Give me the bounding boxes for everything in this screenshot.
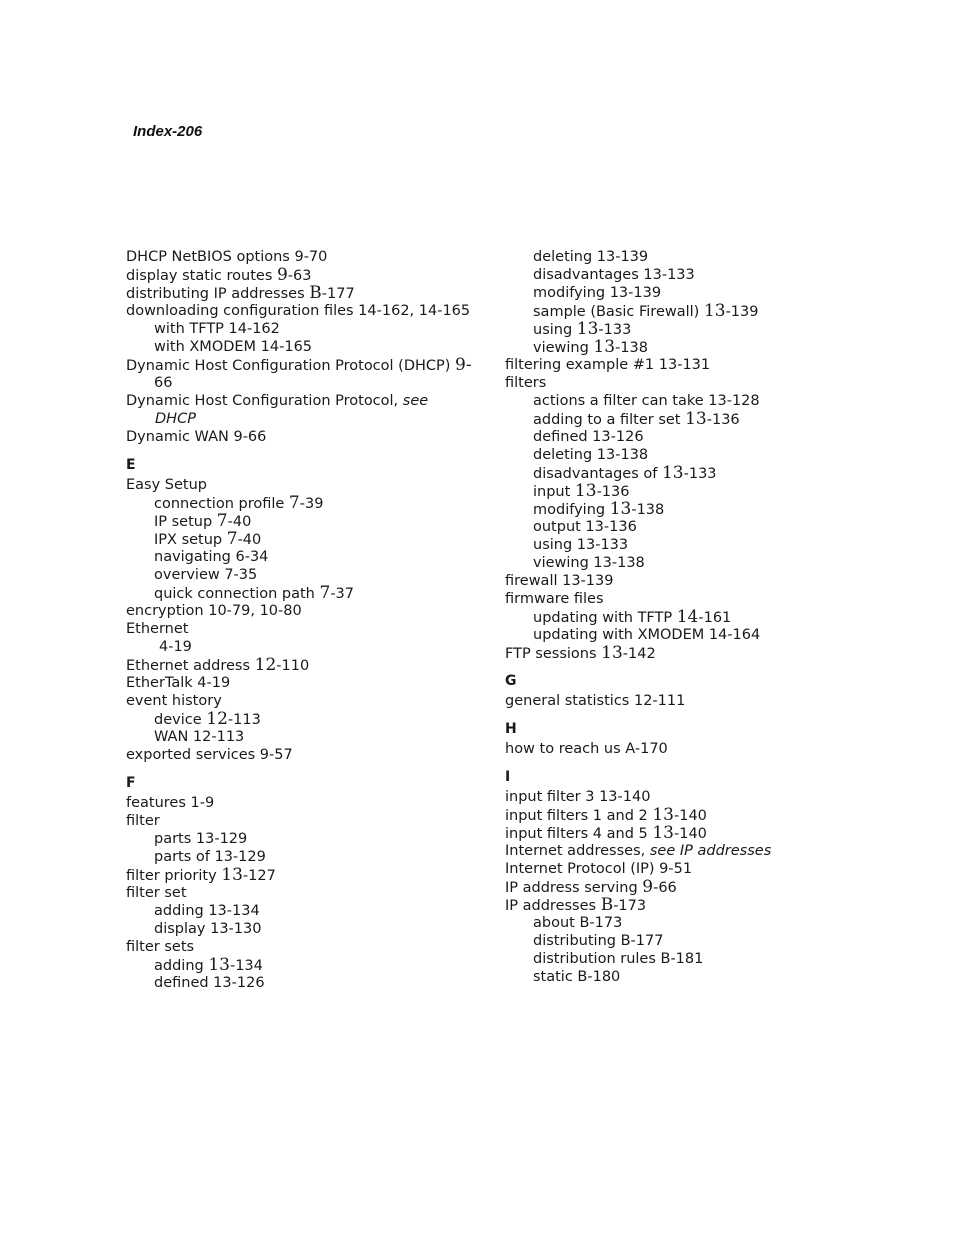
- index-subentry: defined 13-126: [533, 429, 644, 445]
- index-column-left: [126, 248, 472, 992]
- index-entry: FTP sessions 13-142: [505, 643, 656, 663]
- index-subentry: adding 13-134: [154, 955, 263, 975]
- index-entry: Dynamic Host Configuration Protocol (DHCP) 9-: [126, 355, 472, 375]
- index-subentry: updating with TFTP 14-161: [533, 607, 732, 627]
- index-entry-continuation: 4-19: [159, 639, 192, 655]
- index-subentry: quick connection path 7-37: [154, 583, 354, 603]
- section-letter-h: H: [505, 721, 517, 737]
- index-entry: Dynamic Host Configuration Protocol, see: [126, 393, 429, 409]
- index-entry: filtering example #1 13-131: [505, 357, 711, 373]
- index-subentry: adding to a filter set 13-136: [533, 409, 740, 429]
- index-subentry: static B-180: [533, 969, 621, 985]
- index-entry: Easy Setup: [126, 477, 207, 493]
- index-subentry: WAN 12-113: [154, 729, 245, 745]
- index-entry: downloading configuration files 14-162, 14-165: [126, 303, 471, 319]
- index-entry: DHCP NetBIOS options 9-70: [126, 249, 328, 265]
- index-entry-continuation: 66: [154, 375, 173, 391]
- index-subentry: adding 13-134: [154, 903, 260, 919]
- index-entry: Internet Protocol (IP) 9-51: [505, 861, 693, 877]
- index-subentry: using 13-133: [533, 319, 632, 339]
- index-entry: filter priority 13-127: [126, 865, 276, 885]
- index-subentry: navigating 6-34: [154, 549, 269, 565]
- index-entry: input filters 1 and 2 13-140: [505, 805, 707, 825]
- page-header: Index-206: [133, 123, 203, 140]
- index-entry: EtherTalk 4-19: [126, 675, 231, 691]
- index-subentry: overview 7-35: [154, 567, 258, 583]
- index-subentry: distribution rules B-181: [533, 951, 704, 967]
- index-subentry: display 13-130: [154, 921, 262, 937]
- index-subentry: defined 13-126: [154, 975, 265, 991]
- index-entry: filter sets: [126, 939, 195, 955]
- section-letter-e: E: [126, 457, 136, 473]
- index-subentry: modifying 13-139: [533, 285, 662, 301]
- section-letter-f: F: [126, 775, 136, 791]
- index-subentry: parts of 13-129: [154, 849, 266, 865]
- index-entry: event history: [126, 693, 222, 709]
- index-entry: filter set: [126, 885, 187, 901]
- index-subentry: about B-173: [533, 915, 623, 931]
- index-subentry: disadvantages of 13-133: [533, 463, 717, 483]
- index-subentry: modifying 13-138: [533, 499, 665, 519]
- index-entry: features 1-9: [126, 795, 215, 811]
- index-subentry: with TFTP 14-162: [154, 321, 280, 337]
- index-subentry: viewing 13-138: [533, 555, 645, 571]
- index-entry: distributing IP addresses B-177: [126, 283, 355, 303]
- index-subentry: viewing 13-138: [533, 337, 648, 357]
- index-subentry: deleting 13-138: [533, 447, 649, 463]
- index-subentry: actions a filter can take 13-128: [533, 393, 760, 409]
- index-subentry: connection profile 7-39: [154, 493, 324, 513]
- index-subentry: input 13-136: [533, 481, 630, 501]
- index-entry: exported services 9-57: [126, 747, 293, 763]
- index-entry: filters: [505, 375, 547, 391]
- index-entry: firewall 13-139: [505, 573, 614, 589]
- index-subentry: IP setup 7-40: [154, 511, 252, 531]
- index-entry: IP address serving 9-66: [505, 877, 677, 897]
- index-entry: firmware files: [505, 591, 604, 607]
- index-subentry: using 13-133: [533, 537, 629, 553]
- section-letter-g: G: [505, 673, 517, 689]
- index-subentry: device 12-113: [154, 709, 261, 729]
- index-entry: Internet addresses, see IP addresses: [505, 843, 772, 859]
- index-entry: how to reach us A-170: [505, 741, 668, 757]
- index-entry: Ethernet: [126, 621, 189, 637]
- section-letter-i: I: [505, 769, 511, 785]
- index-entry: input filter 3 13-140: [505, 789, 651, 805]
- index-entry-continuation: DHCP: [155, 411, 196, 427]
- index-entry: encryption 10-79, 10-80: [126, 603, 302, 619]
- index-subentry: disadvantages 13-133: [533, 267, 695, 283]
- index-entry: input filters 4 and 5 13-140: [505, 823, 707, 843]
- index-entry: Dynamic WAN 9-66: [126, 429, 267, 445]
- index-subentry: output 13-136: [533, 519, 637, 535]
- index-subentry: sample (Basic Firewall) 13-139: [533, 301, 759, 321]
- index-column-right: [505, 248, 805, 986]
- index-subentry: distributing B-177: [533, 933, 664, 949]
- index-entry: general statistics 12-111: [505, 693, 686, 709]
- index-entry: IP addresses B-173: [505, 895, 647, 915]
- index-subentry: deleting 13-139: [533, 249, 649, 265]
- index-subentry: with XMODEM 14-165: [154, 339, 313, 355]
- index-entry: Ethernet address 12-110: [126, 655, 310, 675]
- index-subentry: IPX setup 7-40: [154, 529, 262, 549]
- index-entry: filter: [126, 813, 160, 829]
- index-subentry: parts 13-129: [154, 831, 248, 847]
- index-entry: display static routes 9-63: [126, 265, 312, 285]
- index-subentry: updating with XMODEM 14-164: [533, 627, 761, 643]
